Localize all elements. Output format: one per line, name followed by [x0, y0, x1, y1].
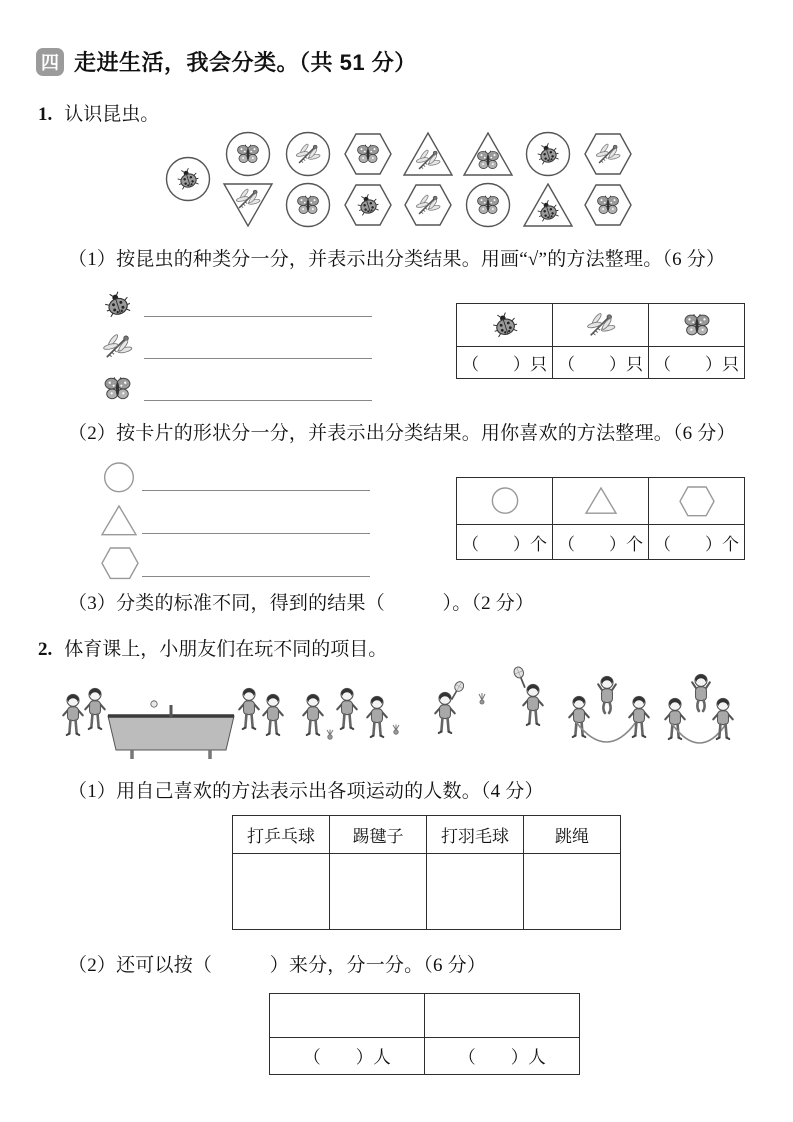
card-hexagon-butterfly [582, 181, 634, 229]
question1-text: 认识昆虫。 [64, 104, 160, 125]
card-hexagon-butterfly [342, 130, 394, 178]
card-triangle-ladybug [522, 181, 574, 229]
answer-line[interactable] [144, 316, 372, 317]
q1-part2-answer-lines [100, 458, 370, 580]
sports-illustration [58, 660, 738, 764]
q2-part1-label: （1）用自己喜欢的方法表示出各项运动的人数。（4 分） [68, 781, 544, 802]
ladybug-icon [102, 289, 144, 320]
q1-part1-answer-lines [102, 287, 372, 404]
table-header-cell [457, 304, 553, 347]
answer-row [100, 501, 370, 537]
answer-row [100, 458, 370, 494]
table-header-cell [649, 304, 745, 347]
circle-icon [100, 461, 142, 494]
count-cell[interactable]: （ ）个 [553, 525, 649, 560]
card-hexagon-dragonfly [582, 130, 634, 178]
badminton-scene [435, 666, 543, 733]
card-circle-dragonfly [282, 130, 334, 178]
circle-icon [488, 486, 522, 515]
table-header-cell [553, 304, 649, 347]
shuttlecock-kick-scene [303, 688, 399, 739]
table-header-cell: 打乒乓球 [233, 816, 330, 854]
hexagon-icon [678, 485, 716, 518]
tally-cell[interactable] [427, 854, 524, 930]
count-cell[interactable]: （ ）只 [649, 347, 745, 379]
table-header-cell: 踢毽子 [330, 816, 427, 854]
q1-part1-label: （1）按昆虫的种类分一分，并表示出分类结果。用画“√”的方法整理。（6 分） [68, 249, 726, 270]
table-header-cell: 打羽毛球 [427, 816, 524, 854]
answer-line[interactable] [142, 533, 370, 534]
answer-row [102, 329, 372, 362]
count-cell[interactable]: （ ）只 [457, 347, 553, 379]
q1-part3-label: （3）分类的标准不同，得到的结果（ ）。（2 分） [68, 593, 535, 614]
custom-sort-table [269, 993, 580, 1075]
butterfly-icon [682, 310, 712, 340]
insect-cards [162, 130, 634, 229]
insect-count-table [456, 303, 745, 379]
answer-line[interactable] [144, 400, 372, 401]
count-cell[interactable]: （ ）人 [270, 1038, 425, 1075]
table-header-cell [457, 478, 553, 525]
count-cell[interactable]: （ ）个 [649, 525, 745, 560]
tally-cell[interactable] [233, 854, 330, 930]
question1-title [38, 99, 159, 126]
table-header-cell [553, 478, 649, 525]
category-cell[interactable] [270, 994, 425, 1038]
answer-line[interactable] [142, 490, 370, 491]
answer-row [102, 371, 372, 404]
triangle-icon [100, 504, 142, 537]
card-circle-butterfly [462, 181, 514, 229]
butterfly-icon [102, 373, 144, 404]
table-header-cell: 跳绳 [524, 816, 621, 854]
shape-count-table [456, 477, 745, 560]
jumprope-scene [569, 674, 733, 743]
answer-row [100, 544, 370, 580]
card-hexagon-ladybug [342, 181, 394, 229]
hexagon-icon [100, 546, 142, 580]
answer-row [102, 287, 372, 320]
card-hexagon-dragonfly [402, 181, 454, 229]
count-cell[interactable]: （ ）只 [553, 347, 649, 379]
question2-number: 2. [38, 639, 53, 660]
pingpong-scene [63, 688, 283, 759]
category-cell[interactable] [425, 994, 580, 1038]
answer-line[interactable] [144, 358, 372, 359]
card-triangle-dragonfly [402, 130, 454, 178]
triangle-icon [584, 486, 618, 515]
card-circle-butterfly [282, 181, 334, 229]
card-triangle-butterfly [462, 130, 514, 178]
count-cell[interactable]: （ ）个 [457, 525, 553, 560]
question2-text: 体育课上，小朋友们在玩不同的项目。 [64, 639, 388, 660]
q1-part2-label: （2）按卡片的形状分一分，并表示出分类结果。用你喜欢的方法整理。（6 分） [68, 423, 736, 444]
question1-number: 1. [38, 104, 53, 125]
section-title: 走进生活，我会分类。（共 51 分） [74, 50, 417, 75]
tally-cell[interactable] [524, 854, 621, 930]
dragonfly-icon [102, 331, 144, 362]
answer-line[interactable] [142, 576, 370, 577]
card-circle-ladybug [162, 155, 214, 203]
q2-part2-label: （2）还可以按（ ）来分，分一分。（6 分） [68, 955, 487, 976]
count-cell[interactable]: （ ）人 [425, 1038, 580, 1075]
dragonfly-icon [586, 310, 616, 340]
card-circle-ladybug [522, 130, 574, 178]
section-header [36, 46, 417, 77]
section-number-badge: 四 [36, 48, 64, 76]
card-circle-butterfly [222, 130, 274, 178]
table-header-cell [649, 478, 745, 525]
tally-cell[interactable] [330, 854, 427, 930]
ladybug-icon [490, 310, 520, 340]
sports-count-table [232, 815, 621, 930]
question2-title [38, 634, 387, 661]
card-triangle-down-dragonfly [222, 181, 274, 229]
